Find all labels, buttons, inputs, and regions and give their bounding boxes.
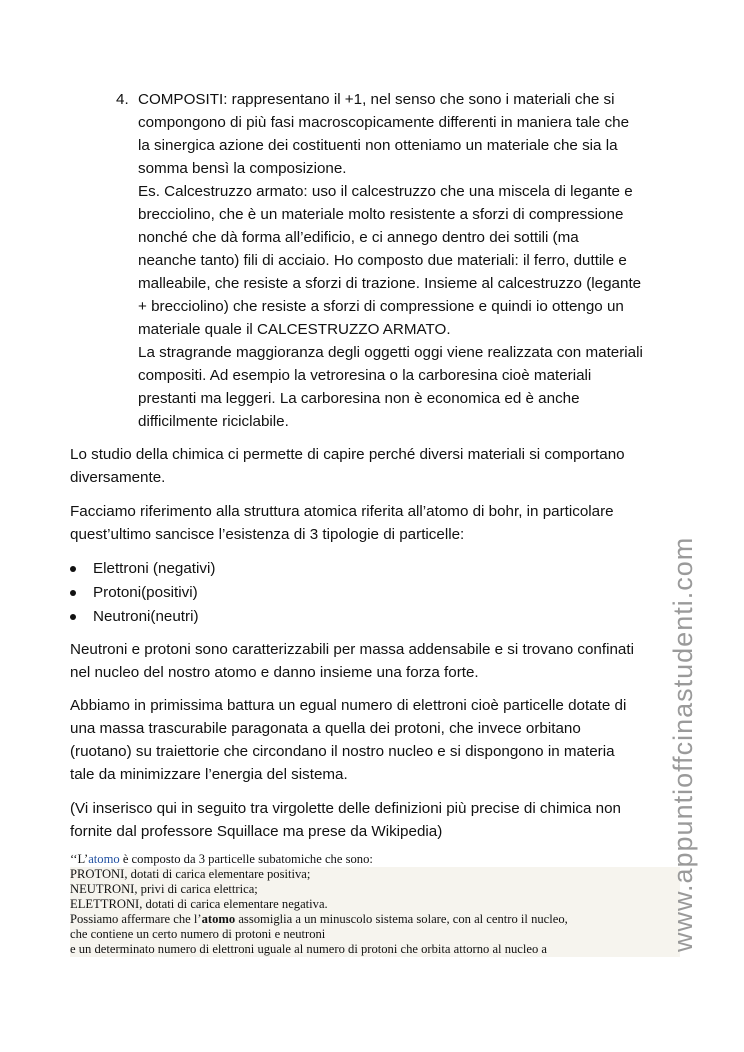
quote-line: PROTONI, dotati di carica elementare positiva; — [70, 867, 680, 882]
quote-line — [70, 852, 680, 867]
item-4-line: somma bensì la composizione. — [138, 160, 347, 177]
paragraph-line: diversamente. — [70, 469, 166, 486]
quote-line: NEUTRONI, privi di carica elettrica; — [70, 882, 680, 897]
site-watermark: www.appuntioffcinastudenti.com — [668, 536, 698, 952]
paragraph-line: quest’ultimo sancisce l’esistenza di 3 tipologie di particelle: — [70, 526, 465, 543]
bullet-dot-icon — [70, 614, 76, 620]
quote-text: ‘‘L’ — [70, 852, 89, 866]
item-4-line: malleabile, che resiste a sforzi di trazione. Insieme al calcestruzzo (legante — [138, 275, 642, 292]
item-4-line: prestanti ma leggeri. La carboresina non è economica ed è anche — [138, 390, 580, 407]
quote-line: che contiene un certo numero di protoni e neutroni — [70, 927, 680, 942]
item-4-line: compongono di più fasi macroscopicamente differenti in maniera tale che — [138, 114, 630, 131]
quote-line: ELETTRONI, dotati di carica elementare negativa. — [70, 897, 680, 912]
item-number: 4. — [116, 91, 129, 108]
item-4-line: La stragrande maggioranza degli oggetti oggi viene realizzata con materiali — [138, 344, 643, 361]
paragraph-chemistry-study — [70, 443, 625, 489]
quote-text: assomiglia a un minuscolo sistema solare, con al centro il nucleo, — [235, 912, 568, 926]
paragraph-bohr-atom — [70, 500, 614, 546]
item-4-line: neanche tanto) fili di acciaio. Ho composto due materiali: il ferro, duttile e — [138, 252, 627, 269]
paragraph-line: (ruotano) su traiettorie che circondano il nostro nucleo e si dispongono in materia — [70, 743, 615, 760]
item-4-line: compositi. Ad esempio la vetroresina o la carboresina cioè materiali — [138, 367, 592, 384]
paragraph-line: Abbiamo in primissima battura un egual numero di elettroni cioè particelle dotate di — [70, 697, 627, 714]
item-4-body — [138, 88, 678, 433]
paragraph-line: una massa trascurabile paragonata a quella dei protoni, che invece orbitano — [70, 720, 581, 737]
paragraph-line: Neutroni e protoni sono caratterizzabili per massa addensabile e si trovano confinati — [70, 641, 634, 658]
paragraph-line: Facciamo riferimento alla struttura atomica riferita all’atomo di bohr, in particolare — [70, 503, 614, 520]
paragraph-line: (Vi inserisco qui in seguito tra virgolette delle definizioni più precise di chimica non — [70, 800, 621, 817]
item-4-line: difficilmente riciclabile. — [138, 413, 289, 430]
paragraph-line: nel nucleo del nostro atomo e danno insieme una forza forte. — [70, 664, 479, 681]
bullet-dot-icon — [70, 566, 76, 572]
paragraph-wikipedia-note — [70, 797, 621, 843]
quote-text: è composto da 3 particelle subatomiche che sono: — [119, 852, 373, 866]
quote-bold-text: atomo — [201, 912, 236, 926]
quote-line — [70, 912, 680, 927]
quote-text: Possiamo affermare che l’ — [70, 912, 202, 926]
paragraph-line: Lo studio della chimica ci permette di capire perché diversi materiali si comportano — [70, 446, 625, 463]
item-4-line: Es. Calcestruzzo armato: uso il calcestruzzo che una miscela di legante e — [138, 183, 633, 200]
paragraph-neutrons-protons — [70, 638, 634, 684]
item-4-line: materiale quale il CALCESTRUZZO ARMATO. — [138, 321, 451, 338]
bullet-text: Neutroni(neutri) — [93, 608, 199, 625]
wikipedia-quote — [70, 852, 680, 957]
item-4-line: nonché che dà forma all’edificio, e ci annego dentro dei sottili (ma — [138, 229, 579, 246]
atomo-link[interactable]: atomo — [88, 852, 120, 866]
paragraph-line: tale da minimizzare l’energia del sistema. — [70, 766, 348, 783]
paragraph-electrons — [70, 694, 626, 786]
item-4-line: COMPOSITI: rappresentano il +1, nel senso che sono i materiali che si — [138, 91, 615, 108]
bullet-dot-icon — [70, 590, 76, 596]
quote-line: e un determinato numero di elettroni uguale al numero di protoni che orbita attorno al nucleo a — [70, 942, 680, 957]
paragraph-line: fornite dal professore Squillace ma prese da Wikipedia) — [70, 823, 443, 840]
item-4-line: + brecciolino) che resiste a sforzi di compressione e quindi io ottengo un — [138, 298, 624, 315]
bullet-text: Protoni(positivi) — [93, 584, 198, 601]
item-4-line: brecciolino, che è un materiale molto resistente a sforzi di compressione — [138, 206, 624, 223]
item-4-line: la sinergica azione dei costituenti non otteniamo un materiale che sia la — [138, 137, 618, 154]
bullet-text: Elettroni (negativi) — [93, 560, 216, 577]
